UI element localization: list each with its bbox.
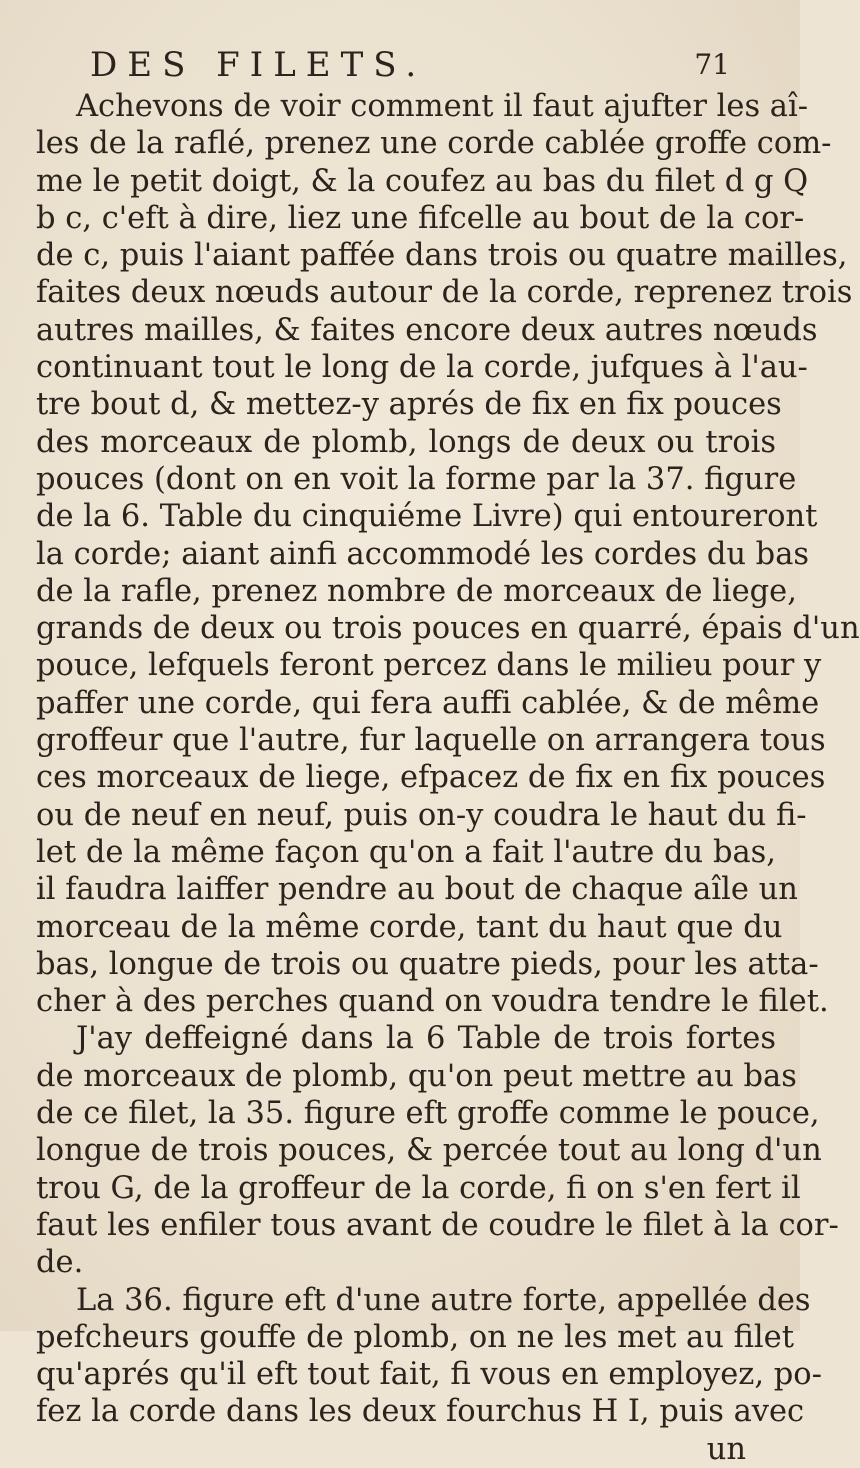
text-line: autres mailles, & faites encore deux autres nœuds — [36, 312, 818, 348]
page-header — [90, 40, 730, 90]
body-text — [36, 88, 860, 1468]
text-line: bas, longue de trois ou quatre pieds, pour les atta- — [36, 946, 819, 982]
page-number: 71 — [694, 48, 730, 81]
text-line: de ce filet, la 35. figure eft groffe comme le pouce, — [36, 1096, 820, 1132]
text-line: Achevons de voir comment il faut ajufter les aî- — [76, 89, 809, 124]
text-line: cher à des perches quand on voudra tendre le filet. — [36, 984, 829, 1020]
text-line: paffer une corde, qui fera auffi cablée, & de même — [36, 685, 820, 721]
text-line: la corde; aiant ainfi accommodé les cordes du bas — [36, 536, 810, 572]
text-line: fez la corde dans les deux fourchus H I, puis avec — [36, 1394, 805, 1430]
text-line: pouce, lefquels feront percez dans le milieu pour y — [36, 648, 822, 684]
text-line: pefcheurs gouffe de plomb, on ne les met au filet — [36, 1319, 794, 1355]
text-line: faites deux nœuds autour de la corde, reprenez trois — [36, 275, 853, 311]
running-title: DES FILETS. — [90, 45, 427, 85]
text-line: longue de trois pouces, & percée tout au long d'un — [36, 1133, 822, 1169]
text-line: de la 6. Table du cinquiéme Livre) qui entoureront — [36, 499, 818, 535]
text-line: continuant tout le long de la corde, jufques à l'au- — [36, 350, 808, 386]
text-line: La 36. figure eft d'une autre forte, appellée des — [76, 1282, 811, 1318]
text-line: me le petit doigt, & la coufez au bas du filet d g Q — [36, 163, 809, 199]
text-line: de. — [36, 1245, 84, 1281]
text-line: morceau de la même corde, tant du haut que du — [36, 909, 783, 945]
text-line: ces morceaux de liege, efpacez de fix en fix pouces — [36, 760, 826, 796]
text-line: de la rafle, prenez nombre de morceaux de liege, — [36, 573, 797, 609]
text-line: b c, c'eft à dire, liez une fifcelle au bout de la cor- — [36, 200, 805, 236]
text-line: let de la même façon qu'on a fait l'autre du bas, — [36, 834, 776, 870]
text-line: ou de neuf en neuf, puis on-y coudra le haut du fi- — [36, 797, 807, 833]
text-line: des morceaux de plomb, longs de deux ou trois — [36, 424, 776, 460]
text-line: qu'aprés qu'il eft tout fait, fi vous en employez, po- — [36, 1357, 822, 1393]
text-line: groffeur que l'autre, fur laquelle on arrangera tous — [36, 723, 826, 759]
text-line: il faudra laiffer pendre au bout de chaque aîle un — [36, 872, 798, 908]
text-line: faut les enfiler tous avant de coudre le filet à la cor- — [36, 1207, 839, 1243]
catchword: un — [706, 1431, 746, 1467]
text-line: grands de deux ou trois pouces en quarré, épais d'un — [36, 611, 860, 647]
text-line: pouces (dont on en voit la forme par la 37. figure — [36, 461, 797, 497]
text-line: de c, puis l'aiant paffée dans trois ou quatre mailles, — [36, 238, 848, 274]
text-line: trou G, de la groffeur de la corde, fi on s'en fert il — [36, 1170, 801, 1206]
text-line: les de la raflé, prenez une corde cablée groffe com- — [36, 126, 832, 162]
text-line: tre bout d, & mettez-y aprés de fix en fix pouces — [36, 387, 782, 423]
text-line: J'ay deffeigné dans la 6 Table de trois fortes — [76, 1021, 776, 1057]
text-line: de morceaux de plomb, qu'on peut mettre au bas — [36, 1058, 797, 1094]
